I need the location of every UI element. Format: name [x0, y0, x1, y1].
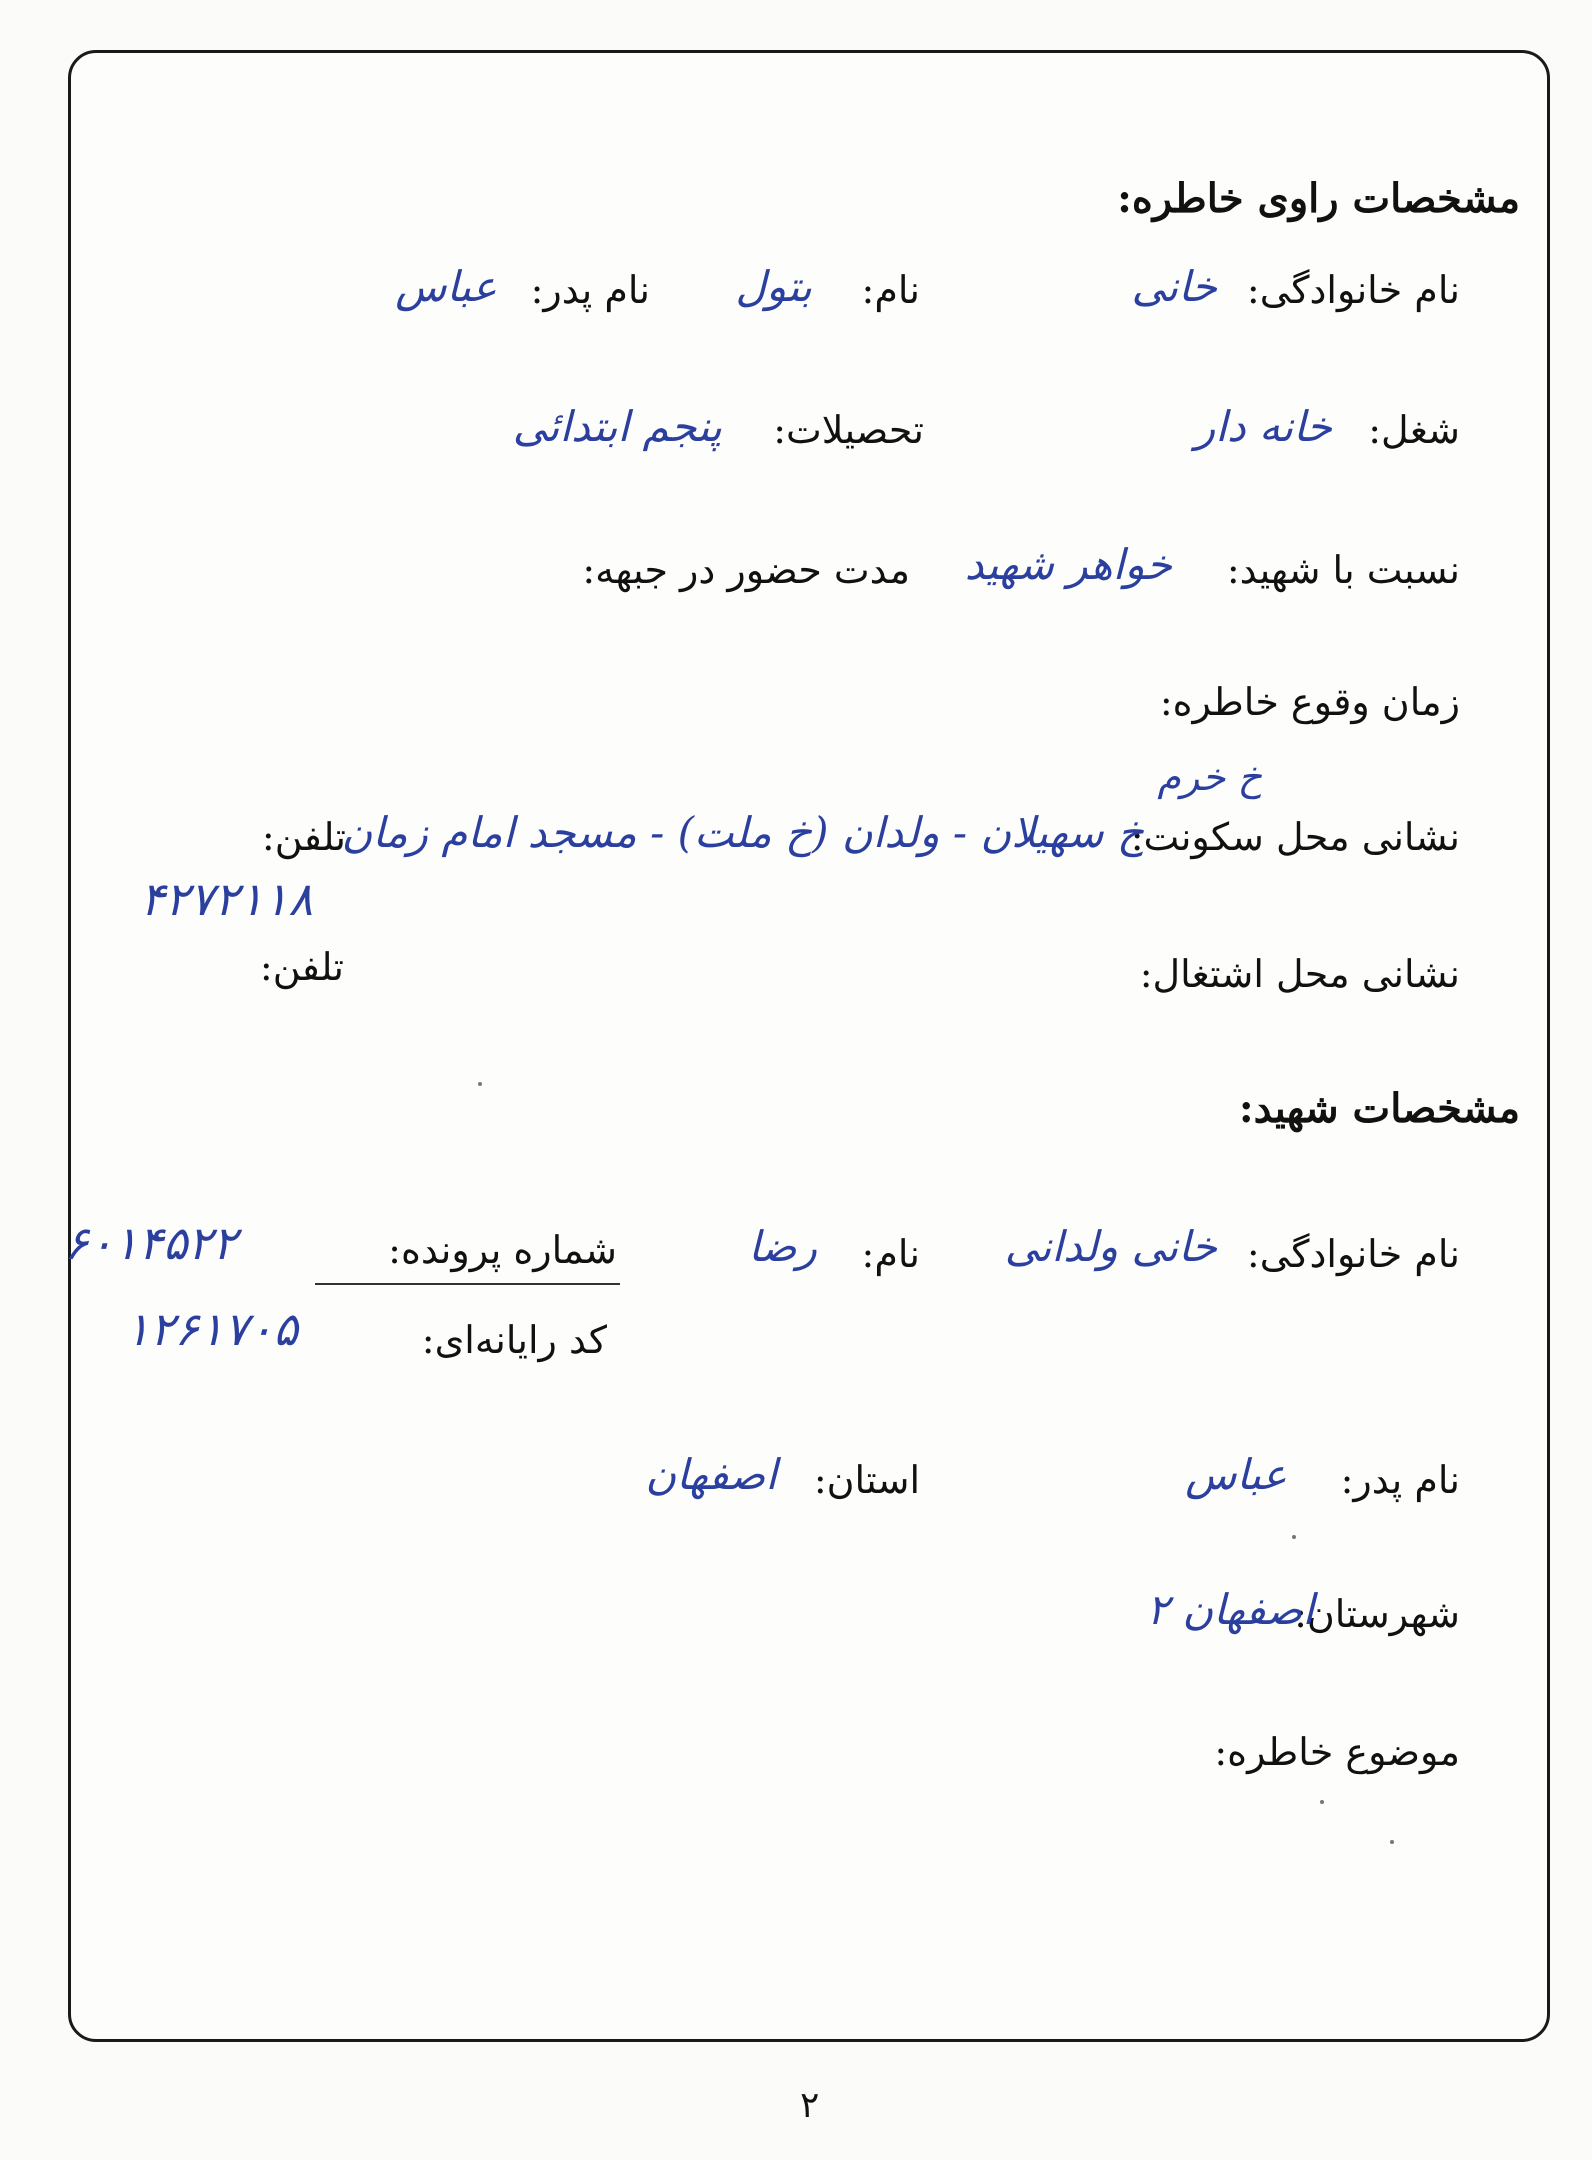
martyr-file-underline: [315, 1283, 620, 1285]
scan-speck: [478, 1082, 482, 1086]
martyr-heading: مشخصات شهید:: [1238, 1085, 1520, 1132]
narrator-heading: مشخصات راوی خاطره:: [1117, 175, 1520, 222]
narrator-father-value: عباس: [395, 262, 497, 311]
martyr-code-value: ۱۲۶۱۷۰۵: [125, 1302, 298, 1356]
narrator-father-label: نام پدر:: [530, 268, 650, 312]
scan-speck: [1320, 1800, 1324, 1804]
scan-speck: [1292, 1535, 1296, 1539]
narrator-family-label: نام خانوادگی:: [1246, 268, 1460, 312]
martyr-code-label: کد رایانه‌ای:: [421, 1318, 607, 1362]
narrator-work-phone-label: تلفن:: [259, 945, 344, 989]
narrator-education-label: تحصیلات:: [773, 408, 924, 452]
martyr-family-value: خانی ولدانی: [1004, 1222, 1217, 1271]
narrator-memory-time-label: زمان وقوع خاطره:: [1159, 680, 1460, 724]
martyr-file-value: ۶۰۱۴۵۲۲: [64, 1216, 237, 1270]
martyr-city-label: شهرستان:: [1294, 1592, 1460, 1636]
martyr-topic-label: موضوع خاطره:: [1214, 1730, 1460, 1774]
narrator-name-value: بتول: [735, 262, 812, 311]
narrator-residence-value: خ سهیلان - ولدان (خ ملت) - مسجد امام زمان: [341, 808, 1144, 857]
martyr-family-label: نام خانوادگی:: [1246, 1232, 1460, 1276]
narrator-residence-phone-value: ۴۲۷۲۱۱۸: [140, 872, 313, 926]
martyr-city-value: اصفهان ۲: [1146, 1585, 1314, 1634]
narrator-education-value: پنجم ابتدائی: [512, 402, 722, 451]
scan-speck: [1390, 1840, 1394, 1844]
narrator-family-value: خانی: [1131, 262, 1217, 311]
martyr-father-label: نام پدر:: [1340, 1458, 1460, 1502]
narrator-relation-label: نسبت با شهید:: [1226, 548, 1460, 592]
martyr-name-label: نام:: [861, 1232, 920, 1276]
martyr-name-value: رضا: [748, 1222, 817, 1271]
narrator-job-label: شغل:: [1368, 408, 1460, 452]
narrator-residence-value-above: خ خرم: [1157, 755, 1262, 799]
martyr-province-value: اصفهان: [645, 1450, 777, 1499]
narrator-job-value: خانه دار: [1195, 402, 1332, 451]
narrator-residence-label: نشانی محل سکونت:: [1130, 815, 1460, 859]
martyr-province-label: استان:: [813, 1458, 920, 1502]
narrator-residence-phone-label: تلفن:: [261, 815, 346, 859]
narrator-work-label: نشانی محل اشتغال:: [1139, 952, 1460, 996]
narrator-front-duration-label: مدت حضور در جبهه:: [582, 548, 910, 592]
narrator-name-label: نام:: [861, 268, 920, 312]
martyr-father-value: عباس: [1185, 1450, 1287, 1499]
page-number: ۲: [800, 2085, 820, 2126]
narrator-relation-value: خواهر شهید: [964, 540, 1172, 589]
martyr-file-label: شماره پرونده:: [388, 1228, 617, 1272]
